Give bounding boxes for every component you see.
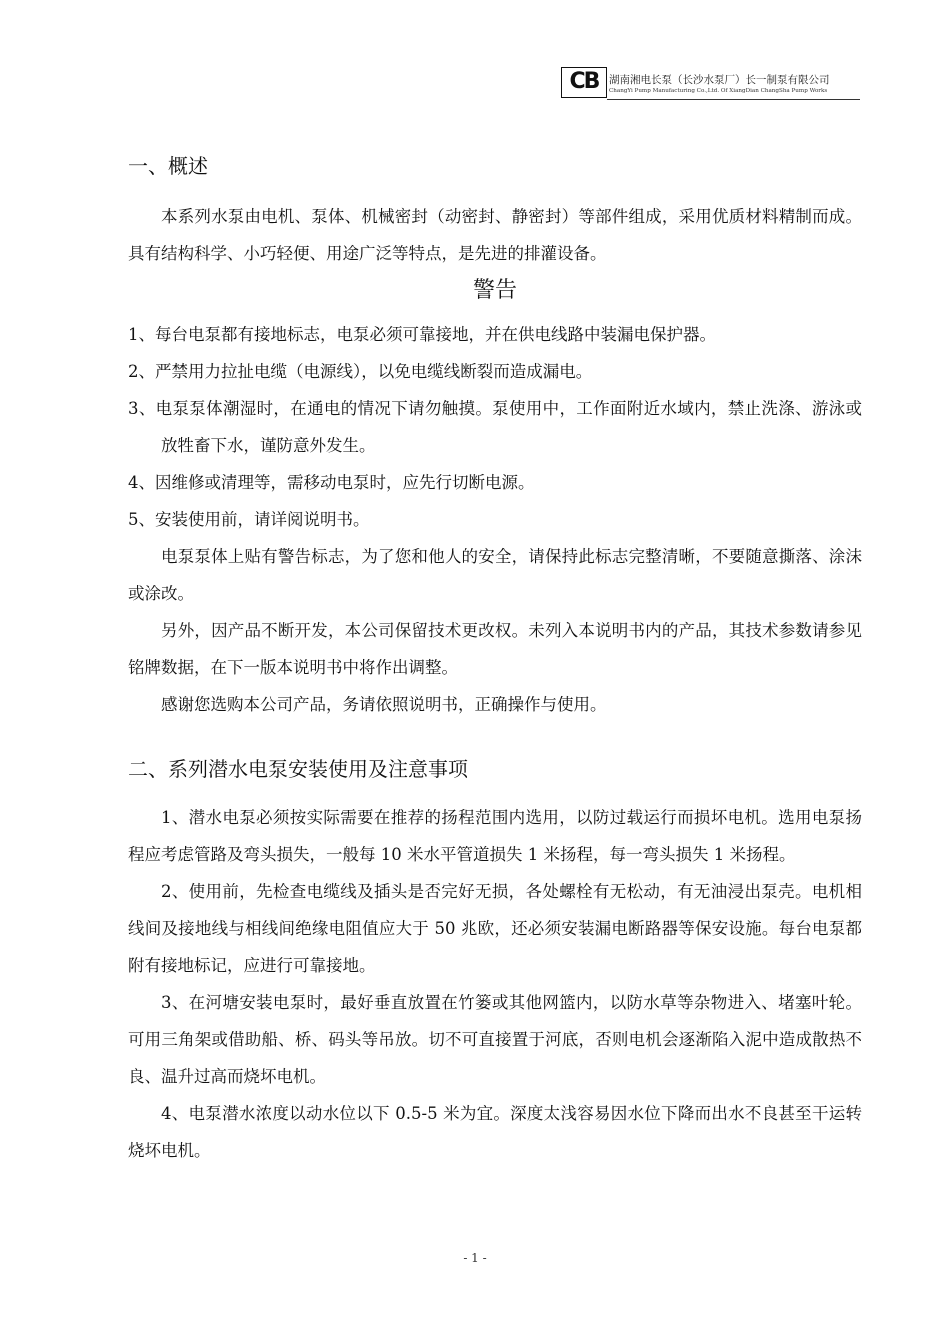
page-number: - 1 - <box>463 1251 487 1265</box>
section-2-paragraph: 3、在河塘安装电泵时，最好垂直放置在竹篓或其他网篮内，以防水草等杂物进入、堵塞叶轮。可用三角架或借助船、桥、码头等吊放。切不可直接置于河底，否则电机会逐渐陷入泥中造成散热不良、温升过高而烧坏电机。 <box>128 993 862 1086</box>
section-2-paragraph: 1、潜水电泵必须按实际需要在推荐的扬程范围内选用，以防过载运行而损坏电机。选用电泵扬程应考虑管路及弯头损失，一般每 10 米水平管道损失 1 米扬程，每一弯头损失 1 米扬程。 <box>128 808 862 864</box>
page-header <box>561 67 861 100</box>
company-name-cn: 湖南湘电长泵（长沙水泵厂）长一制泵有限公司 <box>609 74 830 86</box>
section-1-title: 一、概述 <box>128 154 208 178</box>
warning-item: 3、电泵泵体潮湿时，在通电的情况下请勿触摸。泵使用中，工作面附近水域内，禁止洗涤、游泳或放牲畜下水，谨防意外发生。 <box>128 399 862 455</box>
warning-note: 电泵泵体上贴有警告标志，为了您和他人的安全，请保持此标志完整清晰，不要随意撕落、涂沫或涂改。 <box>128 547 862 603</box>
section-2-paragraph: 4、电泵潜水浓度以动水位以下 0.5-5 米为宜。深度太浅容易因水位下降而出水不良甚至干运转烧坏电机。 <box>128 1104 862 1160</box>
warning-title: 警告 <box>472 278 517 303</box>
section-2-title: 二、系列潜水电泵安装使用及注意事项 <box>128 757 468 781</box>
warning-item: 2、严禁用力拉扯电缆（电源线），以免电缆线断裂而造成漏电。 <box>128 362 593 381</box>
warning-item: 1、每台电泵都有接地标志，电泵必须可靠接地，并在供电线路中装漏电保护器。 <box>128 325 716 344</box>
header-divider <box>607 99 860 100</box>
warning-note: 另外，因产品不断开发，本公司保留技术更改权。未列入本说明书内的产品，其技术参数请参见铭牌数据，在下一版本说明书中将作出调整。 <box>128 621 862 677</box>
company-name-en: ChangYi Pump Manufacturing Co.,Ltd. Of XiangDian ChangSha Pump Works <box>609 88 828 94</box>
warning-note: 感谢您选购本公司产品，务请依照说明书，正确操作与使用。 <box>161 695 607 714</box>
warning-item: 5、安装使用前，请详阅说明书。 <box>128 510 370 529</box>
company-logo: CB <box>561 67 607 98</box>
section-2-paragraph: 2、使用前，先检查电缆线及插头是否完好无损，各处螺栓有无松动，有无油浸出泵壳。电机相线间及接地线与相线间绝缘电阻值应大于 50 兆欧，还必须安装漏电断路器等保安设施。每台电泵都附有接地标记，应进行可靠接地。 <box>128 882 862 975</box>
warning-item: 4、因维修或清理等，需移动电泵时，应先行切断电源。 <box>128 473 535 492</box>
section-1-intro: 本系列水泵由电机、泵体、机械密封（动密封、静密封）等部件组成，采用优质材料精制而成。具有结构科学、小巧轻便、用途广泛等特点，是先进的排灌设备。 <box>128 207 862 263</box>
document-body <box>128 150 862 1169</box>
